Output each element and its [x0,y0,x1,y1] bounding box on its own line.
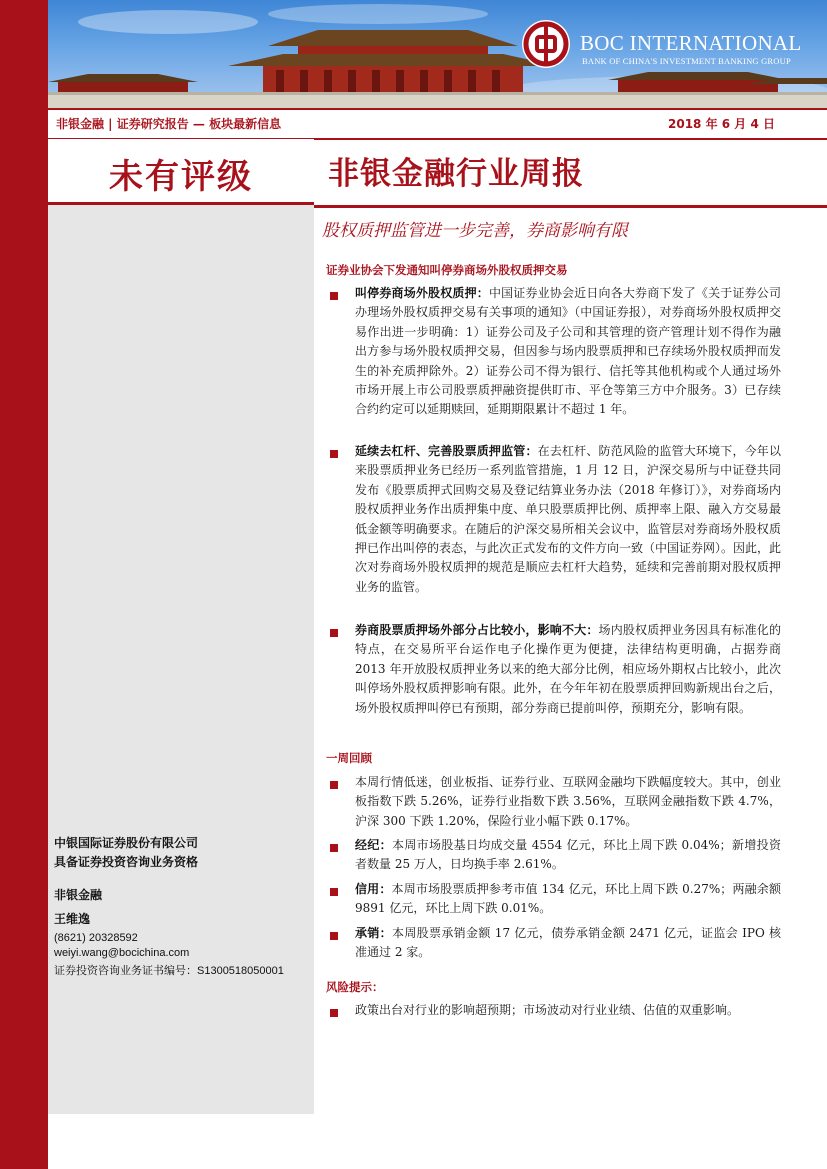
paragraph-body: 本周行情低迷，创业板指、证券行业、互联网金融均下跌幅度较大。其中，创业板指数下跌 5.26%，证券行业指数下跌 3.56%，互联网金融指数下跌 4.7%，沪深 300 下跌 1.20%，保险行业小幅下跌 0.17%。 [355,775,781,828]
analyst-email[interactable]: weiyi.wang@bocichina.com [54,947,190,959]
rating-box [48,139,314,205]
boci-logo-icon [522,20,570,68]
review-market [355,773,781,831]
report-topbar [48,108,827,136]
section-heading-risk: 风险提示： [326,980,384,994]
bullet-icon [330,781,338,789]
bullet-icon [330,844,338,852]
analyst-name: 王维逸 [54,912,91,926]
rating-label: 未有评级 [109,157,253,197]
left-accent-rule [0,0,48,1169]
paragraph-lead: 叫停券商场外股权质押： [355,286,489,300]
paragraph-body: 场内股权质押业务因具有标准化的特点，在交易所平台运作电子化操作更为便捷，法律结构更明确，占据券商 2013 年开放股权质押业务以来的绝大部分比例，相应场外期权占比较小，此次叫停场外股权质押影响有限。此外，在今年年初在股票质押回购新规出台之后，场外股权质押叫停已有预期，部分券商已提前叫停，预期充分，影响有限。 [355,623,781,715]
firm-info [54,834,198,872]
paragraph-lead: 信用： [355,882,392,896]
review-brokerage [355,836,781,875]
paragraph-lead: 延续去杠杆、完善股票质押监管： [355,444,538,458]
risk-statement [355,1001,781,1020]
paragraph-body: 本周市场股基日均成交量 4554 亿元，环比上周下跌 0.04%；新增投资者数量 25 万人，日均换手率 2.61%。 [355,838,781,872]
paragraph-lead: 经纪： [355,838,392,852]
bullet-icon [330,450,338,458]
bullet-icon [330,888,338,896]
paragraph-body: 本周市场股票质押参考市值 134 亿元，环比上周下跌 0.27%；两融余额 9891 亿元，环比上周下跌 0.01%。 [355,882,781,916]
report-date: 2018 年 6 月 4 日 [668,117,775,131]
paragraph-limited-impact [355,621,781,718]
paragraph-body: 政策出台对行业的影响超预期；市场波动对行业业绩、估值的双重影响。 [355,1003,740,1017]
analyst-sector: 非银金融 [54,888,103,902]
firm-name: 中银国际证券股份有限公司 [54,836,199,850]
section-heading-pledge: 证券业协会下发通知叫停券商场外股权质押交易 [326,263,568,277]
brand-tagline: BANK OF CHINA'S INVESTMENT BANKING GROUP [582,56,791,66]
report-title: 非银金融行业周报 [328,156,584,192]
firm-qualification: 具备证券投资咨询业务资格 [54,855,199,869]
report-subtitle: 股权质押监管进一步完善，券商影响有限 [322,221,628,241]
bullet-icon [330,292,338,300]
bullet-icon [330,932,338,940]
analyst-phone: (8621) 20328592 [54,932,138,944]
section-heading-weekly-review: 一周回顾 [326,751,372,765]
bullet-icon [330,629,338,637]
review-credit [355,880,781,919]
bullet-icon [330,1009,338,1017]
header-banner [48,0,827,108]
paragraph-otc-pledge-halt [355,284,781,420]
review-underwriting [355,924,781,963]
analyst-license: 证券投资咨询业务证书编号：S1300518050001 [54,965,284,977]
paragraph-body: 中国证券业协会近日向各大券商下发了《关于证券公司办理场外股权质押交易有关事项的通知》（中国证券报），对券商场外股权质押交易作出进一步明确：1）证券公司及子公司和其管理的资产管理计划不得作为融出方参与场外股权质押交易，但因参与场内股票质押和已存续场外股权质押而发生的补充质押除外。2）证券公司不得为银行、信托等其他机构或个人通过场外市场开展上市公司股票质押融资提供盯市、平仓等第三方中介服务。3）已存续合约约定可以延期赎回，延期期限累计不超过 1 年。 [355,286,781,417]
paragraph-body: 本周股票承销金额 17 亿元，债券承销金额 2471 亿元，证监会 IPO 核准通过 2 家。 [355,926,781,960]
brand-name: BOC INTERNATIONAL [580,31,802,55]
paragraph-lead: 券商股票质押场外部分占比较小，影响不大： [355,623,599,637]
paragraph-deleveraging [355,442,781,597]
report-category: 非银金融 | 证券研究报告 — 板块最新信息 [56,117,282,131]
title-divider [314,205,827,208]
paragraph-body: 在去杠杆、防范风险的监管大环境下，今年以来股票质押业务已经历一系列监管措施，1 月 12 日，沪深交易所与中证登共同发布《股票质押式回购交易及登记结算业务办法（2018 年修订）》，对券商场内股权质押业务作出质押集中度、单只股票质押比例、质押率上限、融入方交易最低金额等明确要求。在随后的沪深交易所相关会议中，监管层对券商场外股权质押已作出叫停的表态，与此次正式发布的文件方向一致（中国证券网）。因此，此次对券商场外股权质押的规范是顺应去杠杆大趋势，延续和完善前期对股权质押业务的监管。 [355,444,782,594]
paragraph-lead: 承销： [355,926,392,940]
